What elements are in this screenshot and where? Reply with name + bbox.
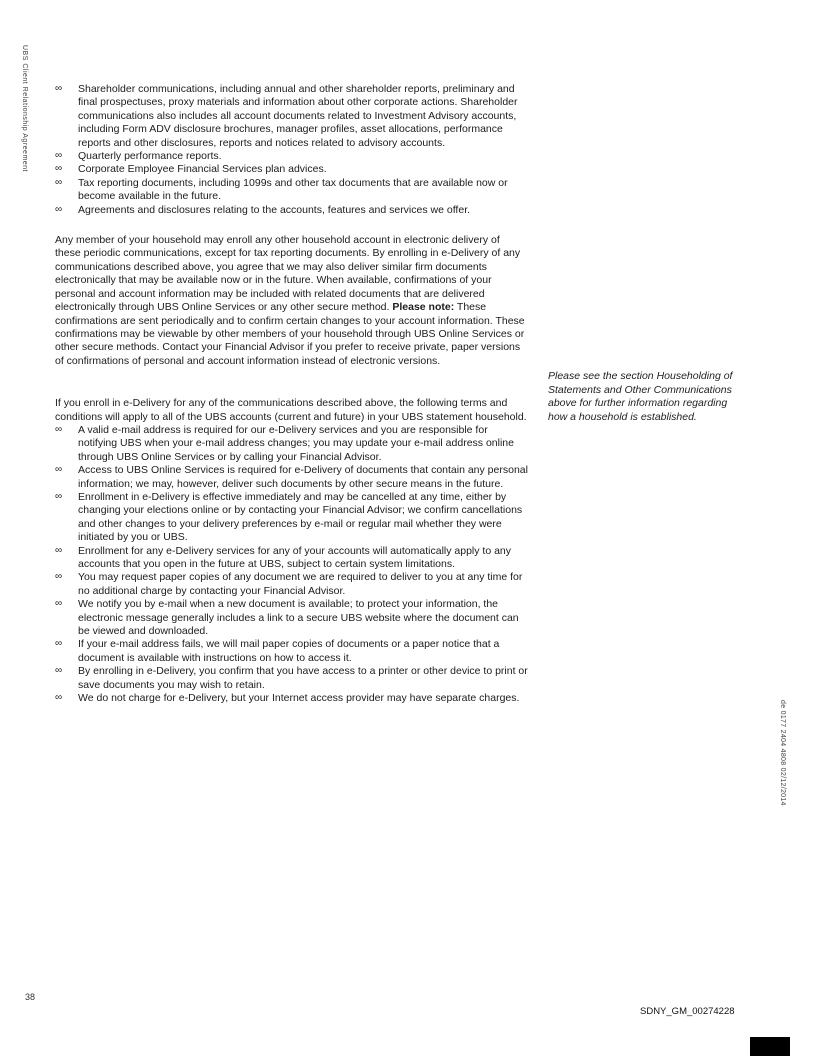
paragraph-text: Any member of your household may enroll any other household account in electronic delivery of these periodic communications, except for tax reporting documents. By enrolling in e-Delivery of any communications described above, you agree that we may also deliver similar firm documents electronically that may be available now or in the future. When available, confirmations of your personal and account information may be included with related documents that are delivered electronically through UBS Online Services or any other secure method. (55, 234, 521, 314)
edelivery-terms-paragraph: If you enroll in e-Delivery for any of the communications described above, the following terms and conditions will apply to all of the UBS accounts (current and future) in your UBS statement household. (55, 397, 527, 423)
redaction-black-bar (750, 1037, 790, 1056)
list-item (55, 204, 528, 217)
list-item (55, 150, 528, 163)
list-item (55, 665, 528, 692)
infinity-bullet-icon: ∞ (55, 544, 63, 556)
infinity-bullet-icon: ∞ (55, 571, 63, 583)
list-item-text: By enrolling in e-Delivery, you confirm that you have access to a printer or other device to print or save documents you may wish to retain. (78, 665, 528, 691)
right-margin-form-code: de 0177 2404 4808 02/12/2014 (779, 700, 786, 806)
list-item-text: Tax reporting documents, including 1099s and other tax documents that are available now or become available in the future. (78, 176, 508, 203)
list-item-text: Corporate Employee Financial Services plan advices. (78, 163, 327, 176)
infinity-bullet-icon: ∞ (55, 490, 63, 502)
list-item-text: You may request paper copies of any document we are required to deliver to you at any time for no additional charge by contacting your Financial Advisor. (78, 571, 523, 597)
edelivery-conditions-list (55, 424, 528, 706)
list-item-text: We do not charge for e-Delivery, but your Internet access provider may have separate charges. (78, 692, 520, 705)
list-item-text: If your e-mail address fails, we will mail paper copies of documents or a paper notice that a document is available with instructions on how to access it. (78, 638, 500, 664)
infinity-bullet-icon: ∞ (55, 464, 63, 476)
infinity-bullet-icon: ∞ (55, 638, 63, 650)
list-item (55, 83, 528, 150)
list-item-text: A valid e-mail address is required for our e-Delivery services and you are responsible for notifying UBS when your e-mail address changes; you may update your e-mail address online through UBS Online Services or by calling your Financial Advisor. (78, 423, 514, 463)
list-item-text: Enrollment in e-Delivery is effective immediately and may be cancelled at any time, either by changing your elections online or by contacting your Financial Advisor; we confirm cancellations and other changes to your delivery preferences by e-mail or regular mail whether they were initiated by you or UBS. (78, 490, 523, 544)
list-item (55, 424, 528, 464)
infinity-bullet-icon: ∞ (55, 83, 63, 94)
infinity-bullet-icon: ∞ (55, 176, 63, 188)
list-item-text: Enrollment for any e-Delivery services for any of your accounts will automatically apply to any accounts that you open in the future at UBS, subject to certain system limitations. (78, 544, 512, 570)
list-item-text: Shareholder communications, including annual and other shareholder reports, preliminary and final prospectuses, proxy materials and information about other corporate actions. Shareholder communications also includes all account documents related to Investment Advisory accounts, including Form ADV disclosure brochures, manager profiles, asset allocations, performance reports and other disclosures, reports and notices related to advisory accounts. (78, 83, 518, 149)
list-item (55, 692, 528, 705)
infinity-bullet-icon: ∞ (55, 423, 63, 435)
list-item (55, 464, 528, 491)
shareholder-communications-list (55, 83, 528, 217)
please-note-label: Please note: (392, 301, 455, 314)
list-item-text: Agreements and disclosures relating to the accounts, features and services we offer. (78, 203, 471, 216)
list-item-text: Access to UBS Online Services is required for e-Delivery of documents that contain any personal information; we may, however, deliver such documents by other secure means in the future. (78, 464, 528, 490)
list-item (55, 638, 528, 665)
left-margin-vertical-label: UBS Client Relationship Agreement (21, 45, 28, 173)
list-item-text: We notify you by e-mail when a new document is available; to protect your information, the electronic message generally includes a link to a secure UBS website where the document can be viewed and downloaded. (78, 598, 519, 638)
margin-note-householding: Please see the section Householding of Statements and Other Communications above for further information regarding how a household is established. (548, 370, 733, 423)
list-item-text: Quarterly performance reports. (78, 150, 222, 163)
list-item (55, 545, 528, 572)
list-item (55, 598, 528, 638)
main-text-column (55, 83, 528, 705)
infinity-bullet-icon: ∞ (55, 692, 63, 704)
bates-stamp-id: SDNY_GM_00274228 (640, 1006, 735, 1017)
paragraph-text: These confirmations are sent periodically and to confirm certain changes to your account information. These confirmations may be viewable by other members of your household through UBS Online Services or other secure methods. Contact your Financial Advisor if you prefer to receive private, paper versions of confirmations of personal and account information instead of electronic versions. (55, 301, 525, 367)
infinity-bullet-icon: ∞ (55, 598, 63, 610)
list-item (55, 163, 528, 176)
infinity-bullet-icon: ∞ (55, 203, 63, 215)
list-item (55, 177, 528, 204)
page-number: 38 (25, 992, 36, 1002)
infinity-bullet-icon: ∞ (55, 150, 63, 162)
infinity-bullet-icon: ∞ (55, 163, 63, 175)
list-item (55, 571, 528, 598)
household-enrollment-paragraph (55, 234, 528, 368)
list-item (55, 491, 528, 545)
infinity-bullet-icon: ∞ (55, 665, 63, 677)
